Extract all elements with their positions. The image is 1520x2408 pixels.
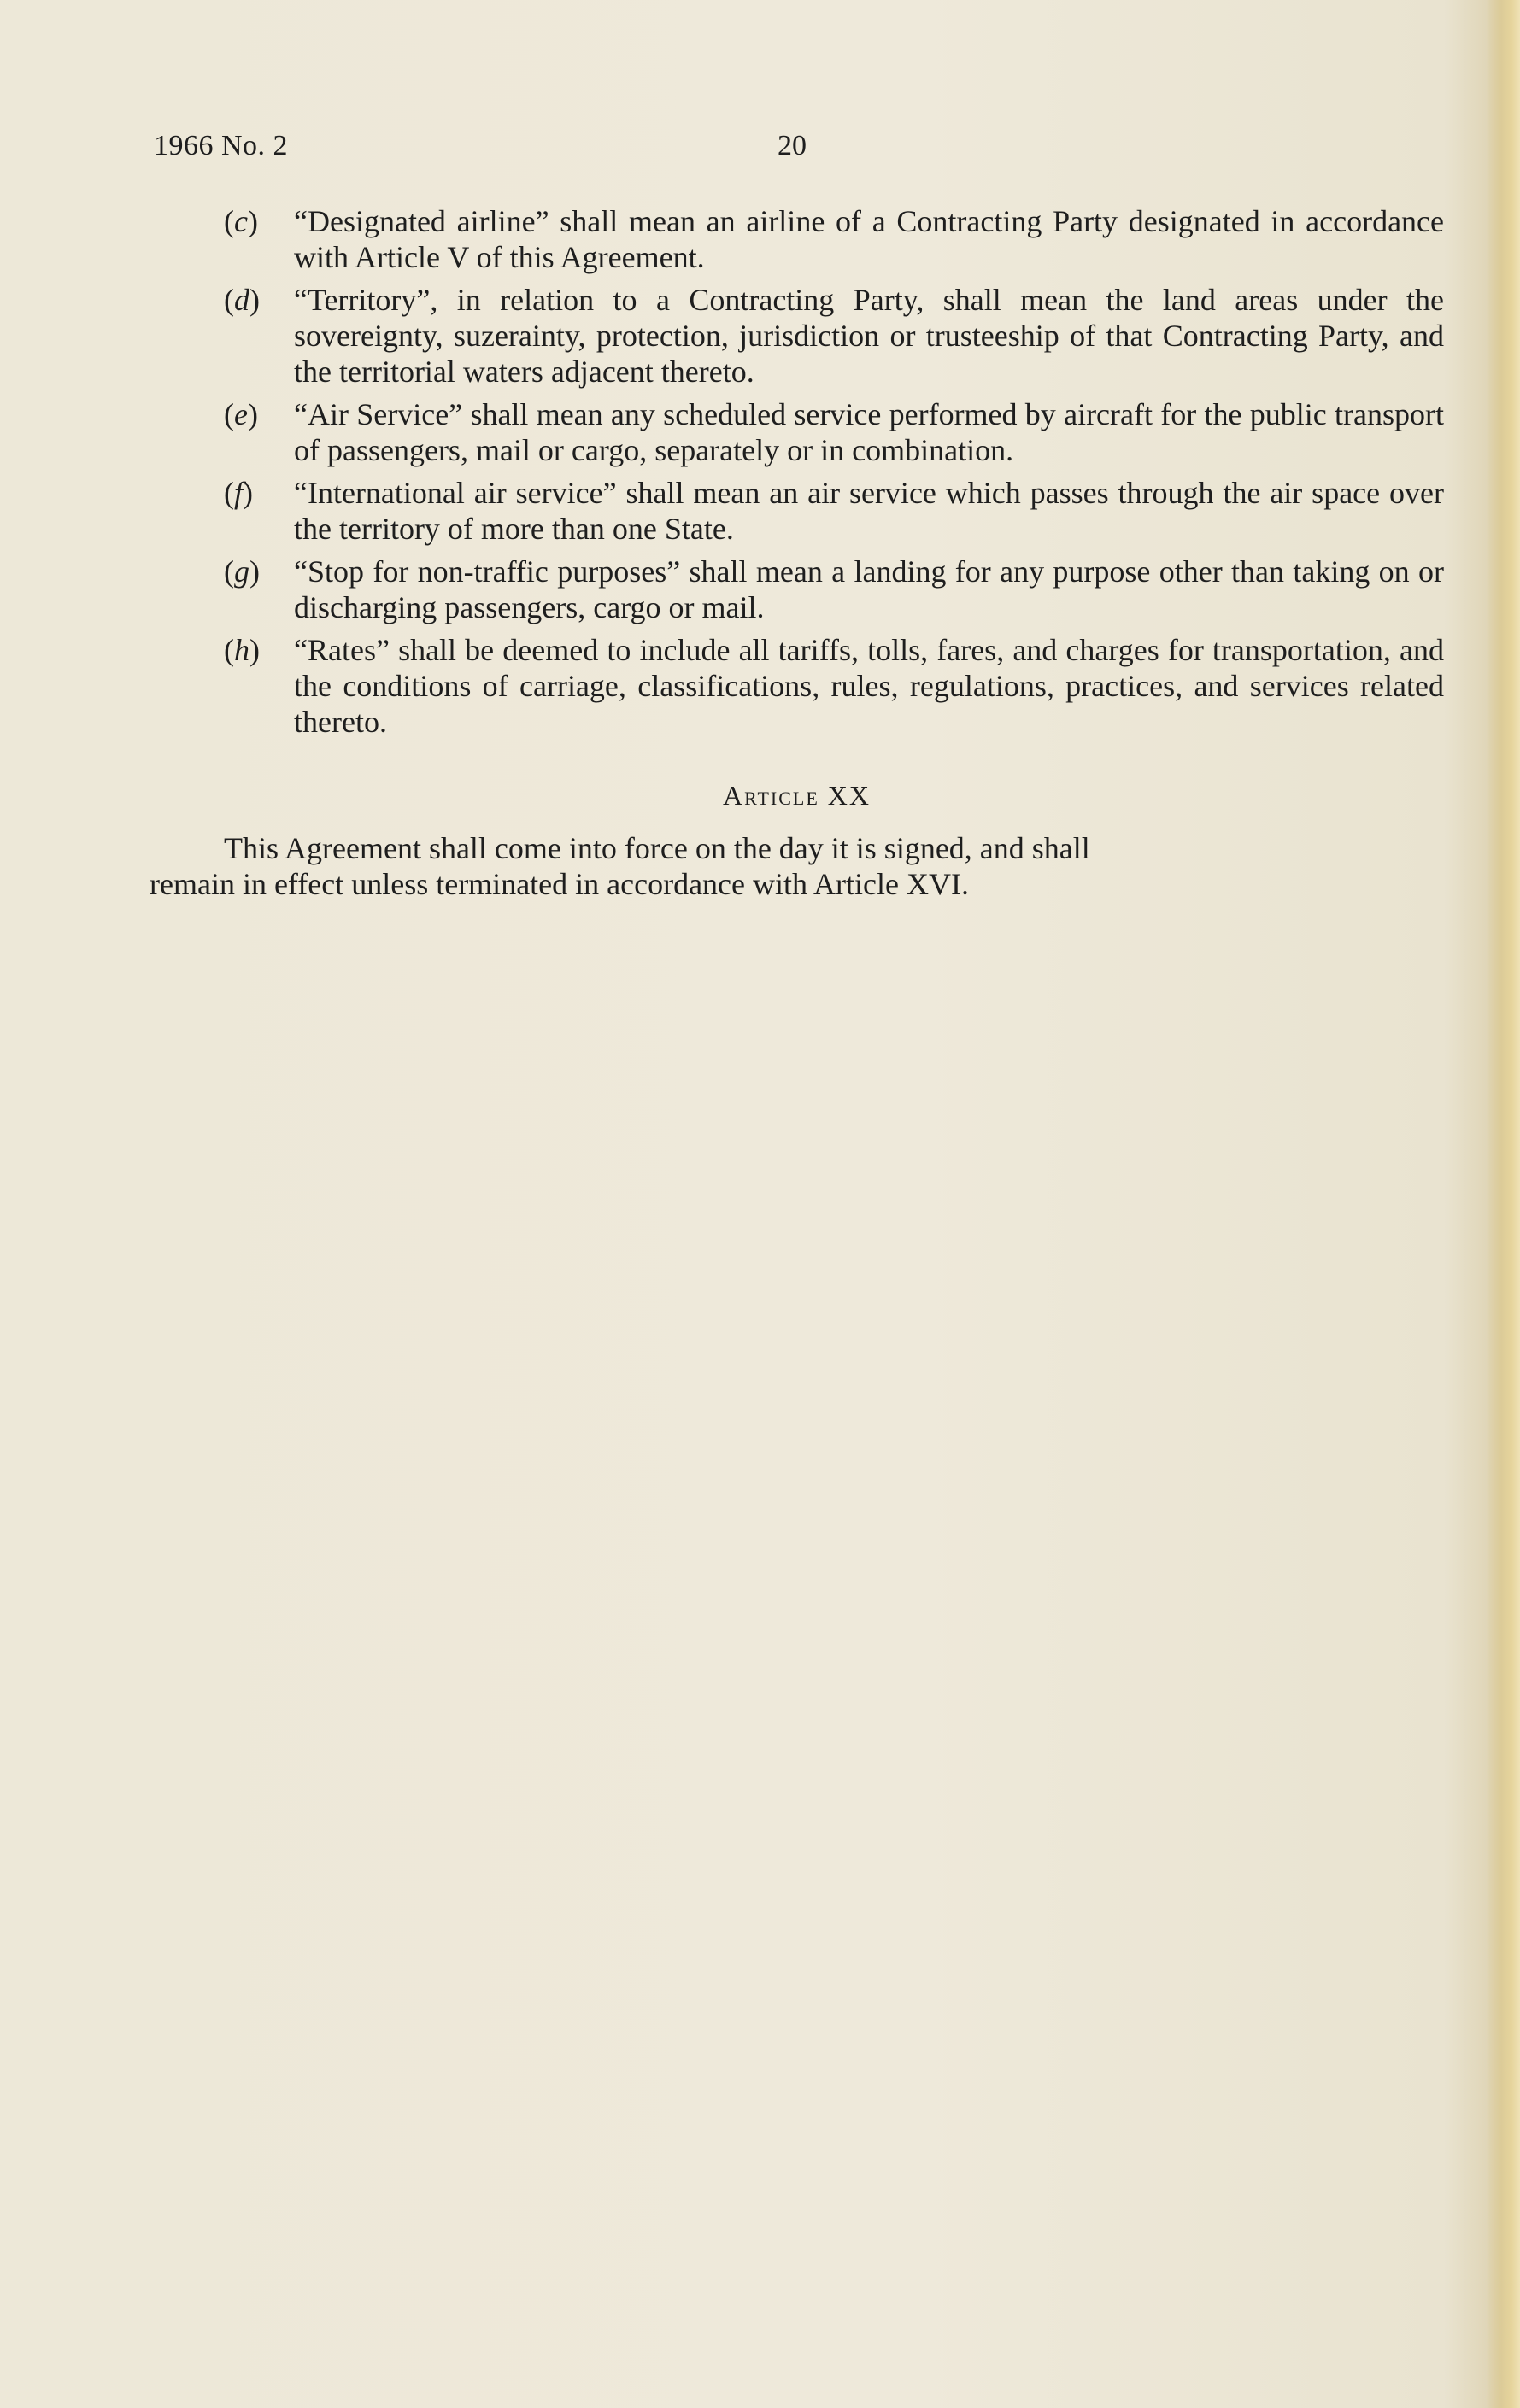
page-edge-shadow	[1486, 0, 1520, 2408]
item-marker: (f)	[224, 476, 254, 510]
body-text	[150, 203, 1444, 902]
definition-item-h	[150, 632, 1444, 740]
item-marker: (g)	[224, 554, 260, 589]
definition-text: “Air Service” shall mean any scheduled service performed by aircraft for the public transport of passengers, mail or cargo, separately or in combination.	[294, 397, 1444, 467]
definition-item-d	[150, 282, 1444, 390]
definition-text: “Rates” shall be deemed to include all tariffs, tolls, fares, and charges for transportation, and the conditions of carriage, classifications, rules, regulations, practices, and services related thereto.	[294, 633, 1444, 739]
article-text-line-2: remain in effect unless terminated in accordance with Article XVI.	[150, 867, 969, 901]
item-marker: (c)	[224, 204, 258, 238]
definition-text: “Territory”, in relation to a Contracting Party, shall mean the land areas under the sovereignty, suzerainty, protection, jurisdiction or trusteeship of that Contracting Party, and the territorial waters adjacent thereto.	[294, 283, 1444, 389]
definition-item-f	[150, 475, 1444, 547]
page-number: 20	[778, 130, 807, 161]
year-and-number: 1966 No. 2	[154, 130, 289, 161]
item-marker: (d)	[224, 283, 260, 317]
definition-text: “Stop for non-traffic purposes” shall mean a landing for any purpose other than taking on or discharging passengers, cargo or mail.	[294, 554, 1444, 624]
item-marker: (e)	[224, 397, 258, 431]
item-marker: (h)	[224, 633, 260, 667]
definition-item-e	[150, 396, 1444, 468]
article-text	[150, 830, 1444, 902]
article-text-line-1: This Agreement shall come into force on the day it is signed, and shall	[224, 831, 1090, 865]
definition-item-c	[150, 203, 1444, 275]
definition-item-g	[150, 554, 1444, 625]
running-head	[154, 130, 1444, 173]
definition-text: “International air service” shall mean an air service which passes through the air space over the territory of more than one State.	[294, 476, 1444, 546]
article-heading: Article XX	[723, 780, 871, 811]
definition-text: “Designated airline” shall mean an airline of a Contracting Party designated in accordance with Article V of this Agreement.	[294, 204, 1444, 274]
